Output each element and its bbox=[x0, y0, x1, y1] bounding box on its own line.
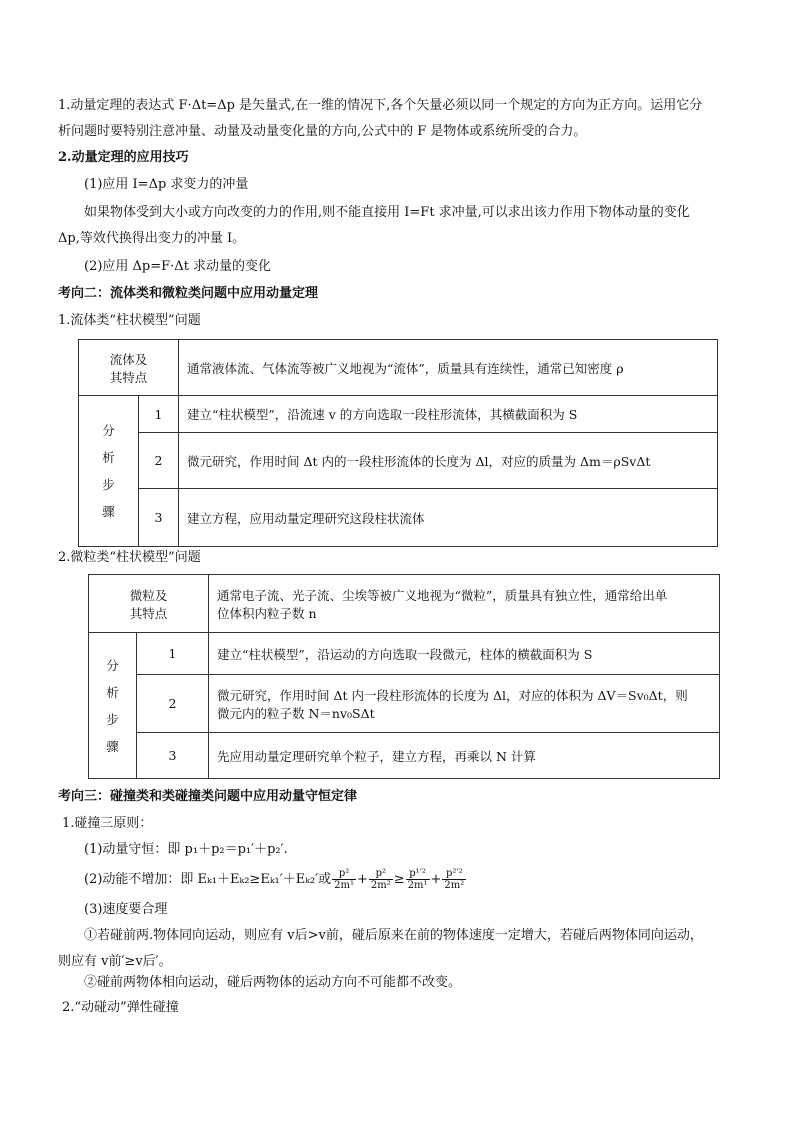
collision-rules-title: 1.碰撞三原则： bbox=[62, 816, 153, 831]
table1-step-text: 微元研究，作用时间 Δt 内的一段柱形流体的长度为 Δl，对应的质量为 Δm＝ρSvΔt bbox=[179, 433, 718, 489]
fraction-operator: + bbox=[430, 872, 442, 887]
table1-step-text: 建立“柱状模型”，沿流速 v 的方向选取一段柱形流体，其横截面积为 S bbox=[179, 396, 718, 433]
section2-item1: (1)应用 I=Δp 求变力的冲量 bbox=[84, 177, 249, 192]
table2-step-text: 微元研究，作用时间 Δt 内一段柱形流体的长度为 Δl，对应的体积为 ΔV＝Sv₀Δt，则 微元内的粒子数 N＝nv₀SΔt bbox=[209, 675, 720, 733]
case1-line1: ①若碰前两.物体同向运动，则应有 v后>v前，碰后原来在前的物体速度一定增大，若碰后两物体同向运动， bbox=[84, 928, 703, 943]
kx2-heading: 考向二：流体类和微粒类问题中应用动量定理 bbox=[58, 286, 319, 301]
table1-step-number: 3 bbox=[139, 489, 179, 547]
kx3-heading: 考向三：碰撞类和类碰撞类问题中应用动量守恒定律 bbox=[58, 789, 358, 804]
table2-step-text: 建立“柱状模型”，沿运动的方向选取一段微元，柱体的横截面积为 S bbox=[209, 633, 720, 675]
energy-fraction: $\frac{\text{p²}}{\text{2m¹}}$ bbox=[334, 868, 354, 891]
energy-fraction: $\frac{\text{p²}}{\text{2m²}}$ bbox=[370, 868, 391, 891]
table1-head-text: 通常液体流、气体流等被广义地视为“流体”，质量具有连续性，通常已知密度 ρ bbox=[179, 340, 718, 396]
rule-velocity: (3)速度要合理 bbox=[84, 902, 168, 917]
rule-momentum: (1)动量守恒：即 p₁＋p₂＝p₁′＋p₂′. bbox=[84, 842, 288, 857]
case2-line: ②碰前两物体相向运动，碰后两物体的运动方向不可能都不改变。 bbox=[84, 975, 462, 990]
table2-head-text: 通常电子流、光子流、尘埃等被广义地视为“微粒”，质量具有独立性，通常给出单 位体积内粒子数 n bbox=[209, 575, 720, 633]
table1-title: 1.流体类“柱状模型”问题 bbox=[58, 313, 201, 328]
para1-line2: 析问题时要特别注意冲量、动量及动量变化量的方向,公式中的 F 是物体或系统所受的合力。 bbox=[58, 124, 587, 139]
table2-step-text: 先应用动量定理研究单个粒子，建立方程，再乘以 N 计算 bbox=[209, 733, 720, 779]
para1-line1: 1.动量定理的表达式 F·Δt=Δp 是矢量式,在一维的情况下,各个矢量必须以同一个规定的方向为正方向。运用它分 bbox=[58, 98, 703, 113]
table2-step-number: 3 bbox=[137, 733, 209, 779]
case1-line2: 则应有 v前′≥v后′。 bbox=[58, 954, 172, 969]
section2-item2: (2)应用 Δp=F·Δt 求动量的变化 bbox=[84, 259, 272, 274]
table1-head-label: 流体及 其特点 bbox=[79, 340, 179, 396]
table1-step-number: 2 bbox=[139, 433, 179, 489]
table2-head-label: 微粒及 其特点 bbox=[89, 575, 209, 633]
energy-fraction: $\frac{\text{p¹′²}}{\text{2m¹}}$ bbox=[407, 868, 428, 891]
rule-kinetic-energy: (2)动能不增加：即 Eₖ₁＋Eₖ₂≥Eₖ₁′＋Eₖ₂′或 $\frac{\text{p²}}{\text{2m¹}}$ + $\frac{\text{p²}}{\text{2m²}}$ ≥ $\frac{\text{p¹′²}}{\text{2m¹}}$ + $\frac{\text{p²′²}}{\text{2m²}}$ bbox=[84, 866, 467, 894]
fraction-operator: ≥ bbox=[393, 872, 405, 887]
section2-body2: Δp,等效代换得出变力的冲量 I。 bbox=[58, 231, 246, 246]
section2-body1: 如果物体受到大小或方向改变的力的作用,则不能直接用 I=Ft 求冲量,可以求出该力作用下物体动量的变化 bbox=[84, 205, 690, 220]
table2-step-number: 2 bbox=[137, 675, 209, 733]
table1-step-text: 建立方程，应用动量定理研究这段柱状流体 bbox=[179, 489, 718, 547]
particle-model-table bbox=[88, 574, 720, 779]
fluid-model-table bbox=[78, 339, 718, 547]
table2-step-number: 1 bbox=[137, 633, 209, 675]
table1-step-number: 1 bbox=[139, 396, 179, 433]
fraction-operator: + bbox=[356, 872, 368, 887]
kinetic-energy-fractions bbox=[331, 868, 467, 891]
table2-side-label: 分 析 步 骤 bbox=[89, 633, 137, 779]
energy-fraction: $\frac{\text{p²′²}}{\text{2m²}}$ bbox=[444, 868, 465, 891]
table2-title: 2.微粒类“柱状模型”问题 bbox=[58, 550, 201, 565]
next-section-title: 2.“动碰动”弹性碰撞 bbox=[62, 1000, 179, 1015]
table1-side-label: 分 析 步 骤 bbox=[79, 396, 139, 547]
section2-title: 2.动量定理的应用技巧 bbox=[58, 150, 189, 165]
